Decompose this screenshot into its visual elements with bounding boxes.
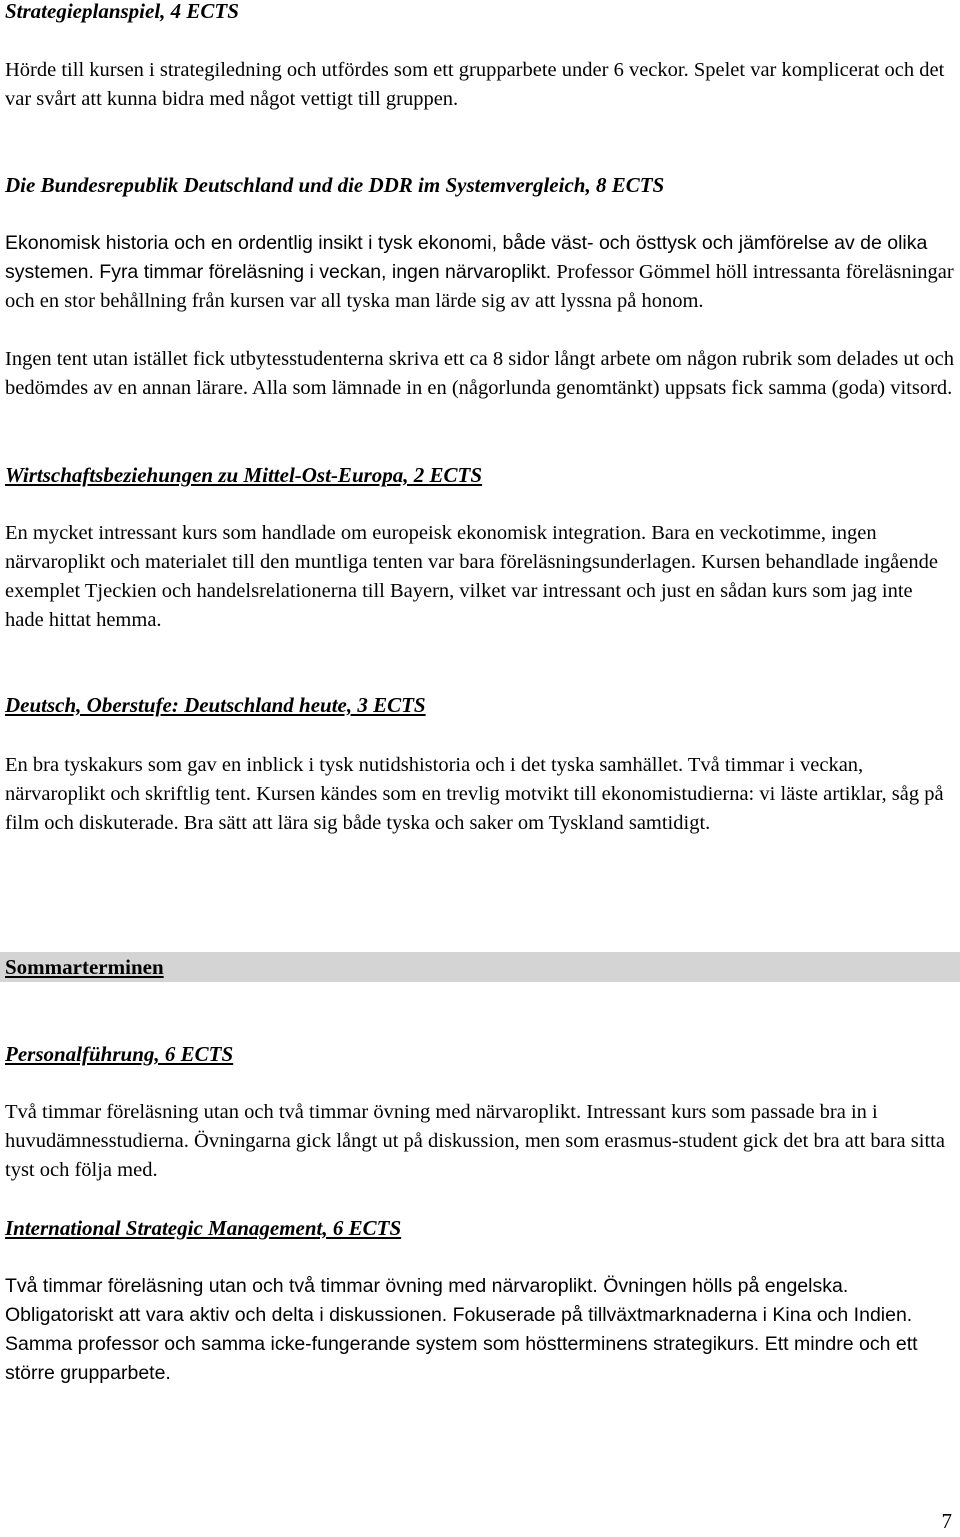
course-title: Deutsch, Oberstufe: Deutschland heute, 3 ECTS [5, 693, 426, 717]
page-number: 7 [941, 1509, 952, 1533]
course-description: Ingen tent utan istället fick utbytesstudenterna skriva ett ca 8 sidor långt arbete om någon rubrik som delades ut och bedömdes av en annan lärare. Alla som lämnade in en (någorlunda genomtänkt) uppsats fick samma (goda) vitsord. [5, 348, 954, 399]
course-description: Två timmar föreläsning utan och två timmar övning med närvaroplikt. Övningen hölls på engelska. Obligatoriskt att vara aktiv och delta i diskussionen. Fokuserade på tillväxtmarknaderna i Kina och Indien. Samma professor och samma icke-fungerande system som höstterminens strategikurs. Ett mindre och ett större grupparbete. [5, 1275, 918, 1384]
course-title: Wirtschaftsbeziehungen zu Mittel-Ost-Europa, 2 ECTS [5, 463, 483, 487]
course-description: Hörde till kursen i strategiledning och utfördes som ett grupparbete under 6 veckor. Spelet var komplicerat och det var svårt att kunna bidra med något vettigt till gruppen. [5, 59, 945, 110]
term-heading: Sommarterminen [5, 955, 164, 979]
course-title: Strategieplanspiel, 4 ECTS [5, 0, 239, 23]
course-title: International Strategic Management, 6 ECTS [5, 1216, 402, 1240]
course-description [5, 229, 955, 316]
course-title: Personalführung, 6 ECTS [5, 1042, 234, 1066]
course-description: Två timmar föreläsning utan och två timmar övning med närvaroplikt. Intressant kurs som passade bra in i huvudämnesstudierna. Övningarna gick långt ut på diskussion, men som erasmus-student gick det bra att bara sitta tyst och följa med. [5, 1101, 945, 1181]
course-description-sans: Ekonomisk historia och en ordentlig insikt i tysk ekonomi, både väst- och östtysk och jämförelse av de olika systemen. Fyra timmar föreläsning i veckan, ingen närvaroplikt. [5, 232, 928, 283]
course-title: Die Bundesrepublik Deutschland und die DDR im Systemvergleich, 8 ECTS [5, 173, 665, 197]
course-description: En mycket intressant kurs som handlade om europeisk ekonomisk integration. Bara en veckotimme, ingen närvaroplikt och materialet till den muntliga tenten var bara föreläsningsunderlagen. Kursen behandlade ingående exemplet Tjeckien och handelsrelationerna till Bayern, vilket var intressant och just en sådan kurs som jag inte hade hittat hemma. [5, 522, 938, 631]
course-description-serif: Professor Gömmel höll intressanta föreläsningar och en stor behållning från kursen var all tyska man lärde sig av att lyssna på honom. [5, 261, 954, 312]
course-description: En bra tyskakurs som gav en inblick i tysk nutidshistoria och i det tyska samhället. Två timmar i veckan, närvaroplikt och skriftlig tent. Kursen kändes som en trevlig motvikt till ekonomistudierna: vi läste artiklar, såg på film och diskuterade. Bra sätt att lära sig både tyska och saker om Tyskland samtidigt. [5, 754, 944, 834]
